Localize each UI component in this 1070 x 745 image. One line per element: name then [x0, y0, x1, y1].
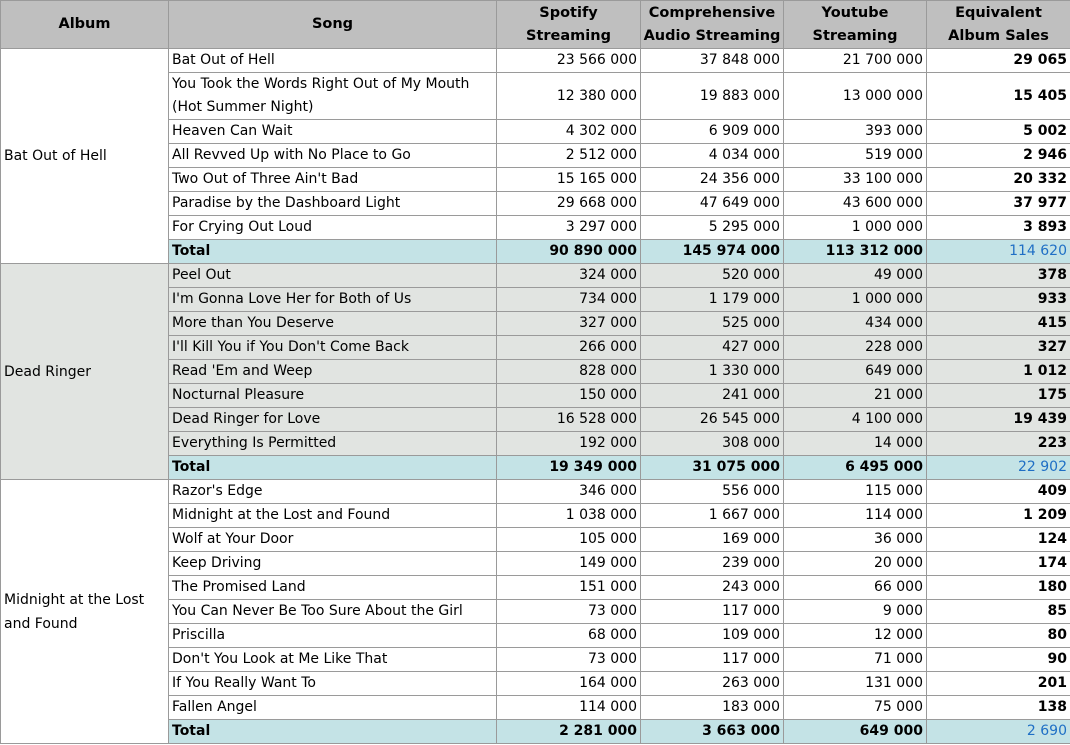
song-cell[interactable]: Read 'Em and Weep: [169, 360, 497, 384]
youtube-cell[interactable]: 9 000: [784, 600, 927, 624]
youtube-cell[interactable]: 66 000: [784, 576, 927, 600]
song-cell[interactable]: Keep Driving: [169, 552, 497, 576]
song-cell[interactable]: Total: [169, 720, 497, 744]
table-row: [1, 480, 1070, 504]
youtube-cell[interactable]: 6 495 000: [784, 456, 927, 480]
eas-cell[interactable]: 15 405: [927, 73, 1070, 120]
spotify-cell[interactable]: 324 000: [497, 264, 641, 288]
audio-cell[interactable]: 109 000: [641, 624, 784, 648]
song-cell[interactable]: I'm Gonna Love Her for Both of Us: [169, 288, 497, 312]
audio-cell[interactable]: 19 883 000: [641, 73, 784, 120]
youtube-cell[interactable]: 12 000: [784, 624, 927, 648]
eas-cell[interactable]: 415: [927, 312, 1070, 336]
youtube-cell[interactable]: 393 000: [784, 120, 927, 144]
song-cell[interactable]: More than You Deserve: [169, 312, 497, 336]
table-row: [1, 264, 1070, 288]
eas-cell[interactable]: 2 946: [927, 144, 1070, 168]
header-audio[interactable]: Comprehensive Audio Streaming: [641, 1, 784, 49]
audio-cell[interactable]: 1 330 000: [641, 360, 784, 384]
spotify-cell[interactable]: 15 165 000: [497, 168, 641, 192]
youtube-cell[interactable]: 649 000: [784, 360, 927, 384]
eas-cell[interactable]: 20 332: [927, 168, 1070, 192]
youtube-cell[interactable]: 75 000: [784, 696, 927, 720]
song-cell[interactable]: Peel Out: [169, 264, 497, 288]
spotify-cell[interactable]: 68 000: [497, 624, 641, 648]
eas-cell[interactable]: 378: [927, 264, 1070, 288]
spotify-cell[interactable]: 73 000: [497, 648, 641, 672]
spotify-cell[interactable]: 734 000: [497, 288, 641, 312]
eas-cell[interactable]: 138: [927, 696, 1070, 720]
audio-cell[interactable]: 427 000: [641, 336, 784, 360]
eas-cell[interactable]: 174: [927, 552, 1070, 576]
spotify-cell[interactable]: 73 000: [497, 600, 641, 624]
audio-cell[interactable]: 31 075 000: [641, 456, 784, 480]
spotify-cell[interactable]: 346 000: [497, 480, 641, 504]
youtube-cell[interactable]: 21 700 000: [784, 49, 927, 73]
audio-cell[interactable]: 243 000: [641, 576, 784, 600]
spotify-cell[interactable]: 150 000: [497, 384, 641, 408]
youtube-cell[interactable]: 519 000: [784, 144, 927, 168]
header-eas[interactable]: Equivalent Album Sales: [927, 1, 1070, 49]
youtube-cell[interactable]: 33 100 000: [784, 168, 927, 192]
song-cell[interactable]: Dead Ringer for Love: [169, 408, 497, 432]
youtube-cell[interactable]: 1 000 000: [784, 288, 927, 312]
audio-cell[interactable]: 1 667 000: [641, 504, 784, 528]
eas-cell[interactable]: 175: [927, 384, 1070, 408]
song-cell[interactable]: Total: [169, 240, 497, 264]
audio-cell[interactable]: 117 000: [641, 648, 784, 672]
song-cell[interactable]: Heaven Can Wait: [169, 120, 497, 144]
youtube-cell[interactable]: 434 000: [784, 312, 927, 336]
song-cell[interactable]: You Took the Words Right Out of My Mouth (Hot Summer Night): [169, 73, 497, 120]
eas-cell[interactable]: 19 439: [927, 408, 1070, 432]
audio-cell[interactable]: 183 000: [641, 696, 784, 720]
spotify-cell[interactable]: 828 000: [497, 360, 641, 384]
spotify-cell[interactable]: 327 000: [497, 312, 641, 336]
eas-cell[interactable]: 223: [927, 432, 1070, 456]
song-cell[interactable]: All Revved Up with No Place to Go: [169, 144, 497, 168]
spotify-cell[interactable]: 4 302 000: [497, 120, 641, 144]
song-cell[interactable]: Midnight at the Lost and Found: [169, 504, 497, 528]
audio-cell[interactable]: 26 545 000: [641, 408, 784, 432]
youtube-cell[interactable]: 114 000: [784, 504, 927, 528]
spotify-cell[interactable]: 114 000: [497, 696, 641, 720]
album-cell[interactable]: Dead Ringer: [1, 264, 169, 480]
eas-cell[interactable]: 90: [927, 648, 1070, 672]
audio-cell[interactable]: 308 000: [641, 432, 784, 456]
spotify-cell[interactable]: 105 000: [497, 528, 641, 552]
eas-cell[interactable]: 37 977: [927, 192, 1070, 216]
header-spotify[interactable]: Spotify Streaming: [497, 1, 641, 49]
youtube-cell[interactable]: 1 000 000: [784, 216, 927, 240]
audio-cell[interactable]: 520 000: [641, 264, 784, 288]
spotify-cell[interactable]: 90 890 000: [497, 240, 641, 264]
youtube-cell[interactable]: 131 000: [784, 672, 927, 696]
song-cell[interactable]: You Can Never Be Too Sure About the Girl: [169, 600, 497, 624]
eas-cell[interactable]: 85: [927, 600, 1070, 624]
song-cell[interactable]: Don't You Look at Me Like That: [169, 648, 497, 672]
youtube-cell[interactable]: 115 000: [784, 480, 927, 504]
song-cell[interactable]: If You Really Want To: [169, 672, 497, 696]
eas-cell[interactable]: 22 902: [927, 456, 1070, 480]
spotify-cell[interactable]: 2 281 000: [497, 720, 641, 744]
youtube-cell[interactable]: 13 000 000: [784, 73, 927, 120]
eas-cell[interactable]: 5 002: [927, 120, 1070, 144]
spotify-cell[interactable]: 266 000: [497, 336, 641, 360]
spotify-cell[interactable]: 3 297 000: [497, 216, 641, 240]
youtube-cell[interactable]: 21 000: [784, 384, 927, 408]
eas-cell[interactable]: 1 012: [927, 360, 1070, 384]
song-cell[interactable]: Everything Is Permitted: [169, 432, 497, 456]
audio-cell[interactable]: 4 034 000: [641, 144, 784, 168]
eas-cell[interactable]: 29 065: [927, 49, 1070, 73]
song-cell[interactable]: The Promised Land: [169, 576, 497, 600]
song-cell[interactable]: Bat Out of Hell: [169, 49, 497, 73]
song-cell[interactable]: For Crying Out Loud: [169, 216, 497, 240]
song-cell[interactable]: Nocturnal Pleasure: [169, 384, 497, 408]
youtube-cell[interactable]: 36 000: [784, 528, 927, 552]
spotify-cell[interactable]: 1 038 000: [497, 504, 641, 528]
youtube-cell[interactable]: 4 100 000: [784, 408, 927, 432]
eas-cell[interactable]: 180: [927, 576, 1070, 600]
audio-cell[interactable]: 556 000: [641, 480, 784, 504]
eas-cell[interactable]: 114 620: [927, 240, 1070, 264]
spotify-cell[interactable]: 12 380 000: [497, 73, 641, 120]
header-album[interactable]: Album: [1, 1, 169, 49]
table-body: [1, 49, 1070, 744]
audio-cell[interactable]: 24 356 000: [641, 168, 784, 192]
audio-cell[interactable]: 117 000: [641, 600, 784, 624]
youtube-cell[interactable]: 49 000: [784, 264, 927, 288]
song-cell[interactable]: Paradise by the Dashboard Light: [169, 192, 497, 216]
youtube-cell[interactable]: 71 000: [784, 648, 927, 672]
youtube-cell[interactable]: 649 000: [784, 720, 927, 744]
song-cell[interactable]: Wolf at Your Door: [169, 528, 497, 552]
audio-cell[interactable]: 3 663 000: [641, 720, 784, 744]
header-song[interactable]: Song: [169, 1, 497, 49]
spotify-cell[interactable]: 192 000: [497, 432, 641, 456]
youtube-cell[interactable]: 14 000: [784, 432, 927, 456]
album-cell[interactable]: Midnight at the Lost and Found: [1, 480, 169, 744]
eas-cell[interactable]: 1 209: [927, 504, 1070, 528]
audio-cell[interactable]: 5 295 000: [641, 216, 784, 240]
youtube-cell[interactable]: 20 000: [784, 552, 927, 576]
eas-cell[interactable]: 409: [927, 480, 1070, 504]
audio-cell[interactable]: 169 000: [641, 528, 784, 552]
song-cell[interactable]: Priscilla: [169, 624, 497, 648]
spotify-cell[interactable]: 23 566 000: [497, 49, 641, 73]
album-cell[interactable]: Bat Out of Hell: [1, 49, 169, 264]
youtube-cell[interactable]: 113 312 000: [784, 240, 927, 264]
eas-cell[interactable]: 327: [927, 336, 1070, 360]
spotify-cell[interactable]: 16 528 000: [497, 408, 641, 432]
audio-cell[interactable]: 239 000: [641, 552, 784, 576]
youtube-cell[interactable]: 43 600 000: [784, 192, 927, 216]
spotify-cell[interactable]: 164 000: [497, 672, 641, 696]
audio-cell[interactable]: 1 179 000: [641, 288, 784, 312]
spotify-cell[interactable]: 19 349 000: [497, 456, 641, 480]
eas-cell[interactable]: 933: [927, 288, 1070, 312]
song-cell[interactable]: Total: [169, 456, 497, 480]
audio-cell[interactable]: 525 000: [641, 312, 784, 336]
spotify-cell[interactable]: 151 000: [497, 576, 641, 600]
audio-cell[interactable]: 145 974 000: [641, 240, 784, 264]
song-cell[interactable]: Fallen Angel: [169, 696, 497, 720]
header-youtube[interactable]: Youtube Streaming: [784, 1, 927, 49]
audio-cell[interactable]: 263 000: [641, 672, 784, 696]
eas-cell[interactable]: 3 893: [927, 216, 1070, 240]
audio-cell[interactable]: 241 000: [641, 384, 784, 408]
audio-cell[interactable]: 47 649 000: [641, 192, 784, 216]
eas-cell[interactable]: 2 690: [927, 720, 1070, 744]
eas-cell[interactable]: 124: [927, 528, 1070, 552]
audio-cell[interactable]: 6 909 000: [641, 120, 784, 144]
song-cell[interactable]: Two Out of Three Ain't Bad: [169, 168, 497, 192]
eas-cell[interactable]: 201: [927, 672, 1070, 696]
song-cell[interactable]: I'll Kill You if You Don't Come Back: [169, 336, 497, 360]
song-cell[interactable]: Razor's Edge: [169, 480, 497, 504]
eas-cell[interactable]: 80: [927, 624, 1070, 648]
spotify-cell[interactable]: 2 512 000: [497, 144, 641, 168]
youtube-cell[interactable]: 228 000: [784, 336, 927, 360]
header-row: [1, 1, 1070, 49]
spotify-cell[interactable]: 149 000: [497, 552, 641, 576]
table-row: [1, 49, 1070, 73]
spotify-cell[interactable]: 29 668 000: [497, 192, 641, 216]
audio-cell[interactable]: 37 848 000: [641, 49, 784, 73]
